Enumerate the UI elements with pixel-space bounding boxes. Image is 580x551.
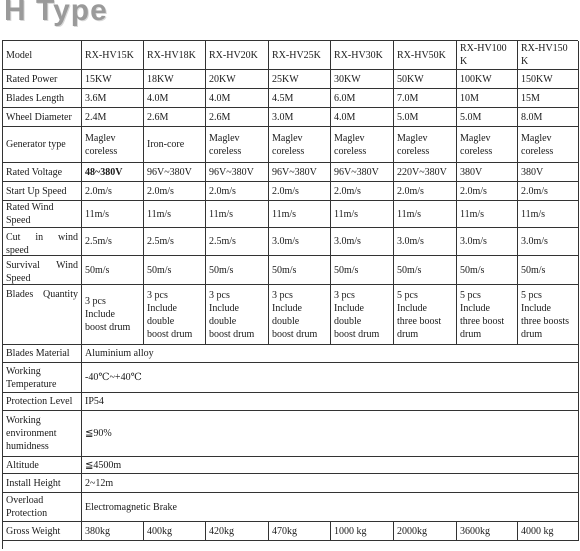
row-label-cell: Install Height [3,474,82,493]
value-cell: Maglev coreless [394,127,457,163]
value-cell: 15M [518,89,579,108]
value-cell: 96V~380V [269,163,331,182]
value-cell: 2.5m/s [144,228,206,256]
value-cell: 50m/s [457,256,518,285]
value-cell: 50m/s [394,256,457,285]
page-title: H Type [4,0,108,27]
value-cell: 380V [518,163,579,182]
value-cell: Maglev coreless [269,127,331,163]
value-cell: 8.0M [518,108,579,127]
value-cell: 3.0m/s [269,228,331,256]
value-cell: 11m/s [394,201,457,228]
merged-value-cell: ≦90% [82,411,579,457]
merged-value-cell: -40℃~+40℃ [82,363,579,393]
value-cell: 400kg [144,522,206,541]
value-cell: 470kg [269,522,331,541]
header-model-cell: RX-HV20K [206,41,269,70]
value-cell: 3 pcs Include double boost drum [206,285,269,345]
value-cell: Maglev coreless [82,127,144,163]
value-cell: 5 pcs Include three boosts drum [518,285,579,345]
value-cell: 3 pcs Include double boost drum [331,285,394,345]
value-cell: 220V~380V [394,163,457,182]
value-cell: 2.6M [206,108,269,127]
header-model-cell: RX-HV25K [269,41,331,70]
merged-value-cell: ≦4500m [82,457,579,474]
value-cell: 5 pcs Include three boost drum [457,285,518,345]
value-cell: 48~380V [82,163,144,182]
value-cell: 4000 kg [518,522,579,541]
row-label-cell: Rated Power [3,70,82,89]
value-cell: 4.5M [269,89,331,108]
header-model-cell: RX-HV18K [144,41,206,70]
row-label-cell: Rated Voltage [3,163,82,182]
header-model-cell: RX-HV15K [82,41,144,70]
value-cell: 4.0M [206,89,269,108]
value-cell: 3 pcs Include boost drum [82,285,144,345]
value-cell: 2.4M [82,108,144,127]
row-label-cell: Wheel Diameter [3,108,82,127]
value-cell: 11m/s [269,201,331,228]
value-cell: 18KW [144,70,206,89]
spec-table [2,40,578,549]
value-cell: 50m/s [206,256,269,285]
header-model-cell: RX-HV30K [331,41,394,70]
row-label-cell: Rated Wind Speed [3,201,82,228]
row-label-cell: Blades Length [3,89,82,108]
value-cell: 380V [457,163,518,182]
value-cell: 5.0M [394,108,457,127]
value-cell: 2.0m/s [144,182,206,201]
row-label-cell: Gross Weight [3,522,82,541]
value-cell: 11m/s [144,201,206,228]
value-cell: 4.0M [331,108,394,127]
value-cell: 5 pcs Include three boost drum [394,285,457,345]
value-cell: 50m/s [269,256,331,285]
header-model-cell: RX-HV100 K [457,41,518,70]
value-cell: 25KW [269,70,331,89]
row-label-cell: Working Temperature [3,363,82,393]
merged-value-cell: IP54 [82,393,579,411]
value-cell: 11m/s [331,201,394,228]
value-cell: 50m/s [518,256,579,285]
value-cell: 2.0m/s [331,182,394,201]
header-model-cell: RX-HV150 K [518,41,579,70]
value-cell: 2.0m/s [457,182,518,201]
value-cell: 2.6M [144,108,206,127]
value-cell: 3.0m/s [394,228,457,256]
value-cell: Iron-core [144,127,206,163]
value-cell: 30KW [331,70,394,89]
value-cell: 3.6M [82,89,144,108]
value-cell: 3.0M [269,108,331,127]
value-cell: 2.0m/s [206,182,269,201]
value-cell: 2.5m/s [82,228,144,256]
row-label-cell: Blades Quantity [3,285,82,345]
value-cell: 2.5m/s [206,228,269,256]
value-cell: 50m/s [144,256,206,285]
value-cell: 50KW [394,70,457,89]
value-cell: 20KW [206,70,269,89]
value-cell: 4.0M [144,89,206,108]
value-cell: 50m/s [82,256,144,285]
value-cell: 2.0m/s [518,182,579,201]
row-label-cell: Cut in wind speed [3,228,82,256]
value-cell: 3600kg [457,522,518,541]
value-cell: 100KW [457,70,518,89]
row-label-cell: Altitude [3,457,82,474]
value-cell: Maglev coreless [331,127,394,163]
merged-value-cell: Electromagnetic Brake [82,493,579,522]
value-cell: 420kg [206,522,269,541]
value-cell: 3 pcs Include double boost drum [144,285,206,345]
row-label-cell: Survival Wind Speed [3,256,82,285]
merged-value-cell: Aluminium alloy [82,345,579,363]
row-label-cell: Blades Material [3,345,82,363]
value-cell: 3.0m/s [518,228,579,256]
row-label-cell: Protection Level [3,393,82,411]
row-label-cell: Overload Protection [3,493,82,522]
value-cell: 15KW [82,70,144,89]
value-cell: 11m/s [457,201,518,228]
value-cell: 5.0M [457,108,518,127]
value-cell: 2.0m/s [82,182,144,201]
merged-value-cell: 2~12m [82,474,579,493]
value-cell: 2.0m/s [394,182,457,201]
row-label-cell: Start Up Speed [3,182,82,201]
value-cell: 10M [457,89,518,108]
value-cell: 3.0m/s [331,228,394,256]
row-label-cell: Generator type [3,127,82,163]
header-model-cell: RX-HV50K [394,41,457,70]
value-cell: 2.0m/s [269,182,331,201]
row-label-cell: Working environment humidness [3,411,82,457]
value-cell: Maglev coreless [518,127,579,163]
value-cell: 11m/s [82,201,144,228]
value-cell: 11m/s [206,201,269,228]
value-cell: 96V~380V [331,163,394,182]
value-cell: 7.0M [394,89,457,108]
value-cell: 96V~380V [144,163,206,182]
value-cell: Maglev coreless [206,127,269,163]
value-cell: 50m/s [331,256,394,285]
value-cell: 96V~380V [206,163,269,182]
value-cell: Maglev coreless [457,127,518,163]
header-label-cell: Model [3,41,82,70]
value-cell: 3.0m/s [457,228,518,256]
value-cell: 150KW [518,70,579,89]
value-cell: 1000 kg [331,522,394,541]
value-cell: 3 pcs Include double boost drum [269,285,331,345]
value-cell: 380kg [82,522,144,541]
value-cell: 11m/s [518,201,579,228]
value-cell: 2000kg [394,522,457,541]
value-cell: 6.0M [331,89,394,108]
